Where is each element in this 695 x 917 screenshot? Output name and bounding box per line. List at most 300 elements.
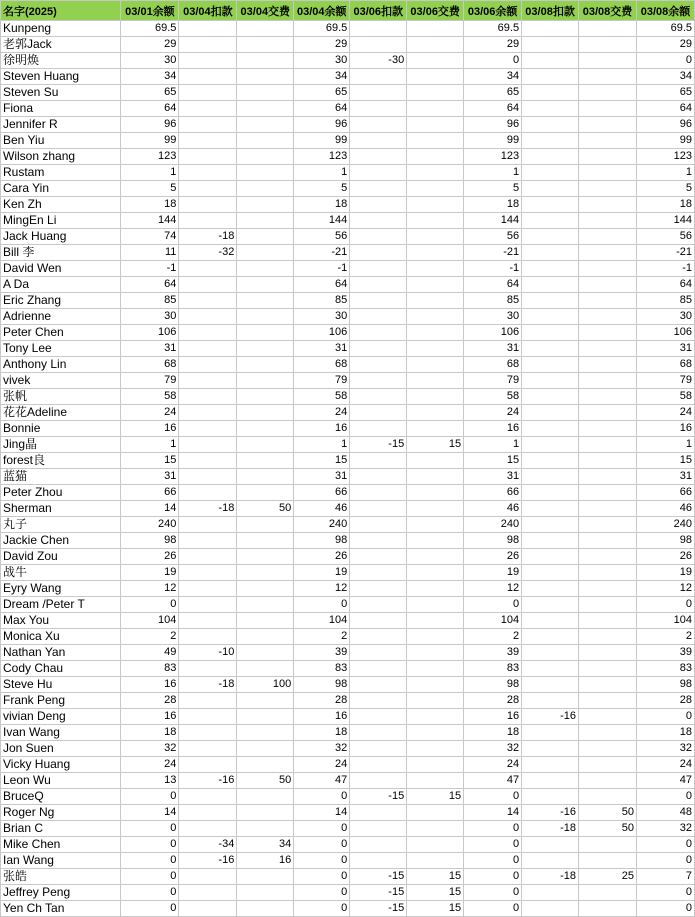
value-cell[interactable]: 0	[294, 885, 350, 901]
column-header[interactable]: 03/04扣款	[179, 1, 237, 21]
value-cell[interactable]: 106	[464, 325, 522, 341]
value-cell[interactable]	[237, 869, 294, 885]
value-cell[interactable]: 15	[407, 869, 464, 885]
value-cell[interactable]	[407, 421, 464, 437]
value-cell[interactable]	[579, 581, 637, 597]
value-cell[interactable]: 64	[636, 277, 694, 293]
value-cell[interactable]: 30	[636, 309, 694, 325]
value-cell[interactable]	[407, 37, 464, 53]
value-cell[interactable]	[407, 21, 464, 37]
value-cell[interactable]: -1	[464, 261, 522, 277]
value-cell[interactable]	[579, 357, 637, 373]
value-cell[interactable]: -16	[522, 805, 579, 821]
name-cell[interactable]: Wilson zhang	[1, 149, 121, 165]
value-cell[interactable]	[407, 309, 464, 325]
value-cell[interactable]: 18	[636, 197, 694, 213]
value-cell[interactable]	[522, 693, 579, 709]
value-cell[interactable]	[407, 693, 464, 709]
value-cell[interactable]	[179, 565, 237, 581]
value-cell[interactable]: 100	[237, 677, 294, 693]
value-cell[interactable]	[350, 261, 407, 277]
value-cell[interactable]: -34	[179, 837, 237, 853]
value-cell[interactable]: 69.5	[121, 21, 179, 37]
value-cell[interactable]: 5	[636, 181, 694, 197]
value-cell[interactable]	[179, 629, 237, 645]
name-cell[interactable]: Bill 李	[1, 245, 121, 261]
value-cell[interactable]: 0	[121, 885, 179, 901]
name-cell[interactable]: Steve Hu	[1, 677, 121, 693]
name-cell[interactable]: Tony Lee	[1, 341, 121, 357]
value-cell[interactable]	[407, 293, 464, 309]
value-cell[interactable]: -1	[294, 261, 350, 277]
value-cell[interactable]	[522, 517, 579, 533]
value-cell[interactable]: 39	[464, 645, 522, 661]
value-cell[interactable]	[522, 341, 579, 357]
value-cell[interactable]	[179, 757, 237, 773]
value-cell[interactable]: 50	[579, 805, 637, 821]
value-cell[interactable]: 65	[464, 85, 522, 101]
name-cell[interactable]: Rustam	[1, 165, 121, 181]
value-cell[interactable]	[407, 533, 464, 549]
name-cell[interactable]: Steven Huang	[1, 69, 121, 85]
value-cell[interactable]: -18	[179, 229, 237, 245]
name-cell[interactable]: Jing晶	[1, 437, 121, 453]
value-cell[interactable]	[522, 741, 579, 757]
value-cell[interactable]	[522, 533, 579, 549]
value-cell[interactable]: 0	[294, 901, 350, 917]
value-cell[interactable]	[579, 885, 637, 901]
value-cell[interactable]: 0	[294, 789, 350, 805]
value-cell[interactable]	[407, 85, 464, 101]
value-cell[interactable]: 24	[294, 757, 350, 773]
value-cell[interactable]	[350, 117, 407, 133]
value-cell[interactable]: 144	[121, 213, 179, 229]
value-cell[interactable]: 2	[636, 629, 694, 645]
value-cell[interactable]	[237, 789, 294, 805]
value-cell[interactable]: 39	[294, 645, 350, 661]
value-cell[interactable]: 26	[294, 549, 350, 565]
value-cell[interactable]	[522, 213, 579, 229]
value-cell[interactable]	[407, 725, 464, 741]
value-cell[interactable]	[179, 261, 237, 277]
value-cell[interactable]	[579, 725, 637, 741]
value-cell[interactable]	[237, 309, 294, 325]
value-cell[interactable]	[522, 101, 579, 117]
value-cell[interactable]	[579, 773, 637, 789]
value-cell[interactable]	[407, 773, 464, 789]
value-cell[interactable]: 104	[294, 613, 350, 629]
value-cell[interactable]: 28	[121, 693, 179, 709]
value-cell[interactable]: 0	[464, 789, 522, 805]
value-cell[interactable]: 32	[121, 741, 179, 757]
value-cell[interactable]	[522, 405, 579, 421]
value-cell[interactable]	[522, 149, 579, 165]
name-cell[interactable]: A Da	[1, 277, 121, 293]
value-cell[interactable]: 29	[636, 37, 694, 53]
value-cell[interactable]	[522, 757, 579, 773]
value-cell[interactable]	[179, 517, 237, 533]
value-cell[interactable]	[407, 229, 464, 245]
value-cell[interactable]	[350, 821, 407, 837]
value-cell[interactable]	[179, 741, 237, 757]
name-cell[interactable]: Bonnie	[1, 421, 121, 437]
value-cell[interactable]	[522, 421, 579, 437]
value-cell[interactable]	[407, 69, 464, 85]
value-cell[interactable]	[522, 885, 579, 901]
value-cell[interactable]: -1	[636, 261, 694, 277]
value-cell[interactable]	[407, 453, 464, 469]
name-cell[interactable]: Nathan Yan	[1, 645, 121, 661]
value-cell[interactable]	[237, 373, 294, 389]
value-cell[interactable]	[350, 533, 407, 549]
value-cell[interactable]	[350, 773, 407, 789]
value-cell[interactable]: 0	[121, 869, 179, 885]
value-cell[interactable]: 46	[636, 501, 694, 517]
value-cell[interactable]: 79	[294, 373, 350, 389]
value-cell[interactable]	[579, 549, 637, 565]
value-cell[interactable]: 1	[464, 437, 522, 453]
value-cell[interactable]	[522, 197, 579, 213]
value-cell[interactable]	[522, 613, 579, 629]
value-cell[interactable]	[179, 805, 237, 821]
value-cell[interactable]	[179, 149, 237, 165]
name-cell[interactable]: vivian Deng	[1, 709, 121, 725]
value-cell[interactable]: 58	[636, 389, 694, 405]
value-cell[interactable]	[237, 405, 294, 421]
value-cell[interactable]: 240	[121, 517, 179, 533]
value-cell[interactable]: 18	[636, 725, 694, 741]
value-cell[interactable]	[350, 677, 407, 693]
value-cell[interactable]: -18	[179, 677, 237, 693]
value-cell[interactable]: 0	[636, 837, 694, 853]
value-cell[interactable]: 29	[294, 37, 350, 53]
value-cell[interactable]: 28	[464, 693, 522, 709]
value-cell[interactable]	[407, 709, 464, 725]
name-cell[interactable]: vivek	[1, 373, 121, 389]
value-cell[interactable]: 123	[464, 149, 522, 165]
value-cell[interactable]	[579, 453, 637, 469]
value-cell[interactable]: 64	[121, 101, 179, 117]
value-cell[interactable]: 34	[464, 69, 522, 85]
value-cell[interactable]	[579, 197, 637, 213]
value-cell[interactable]: 98	[294, 533, 350, 549]
column-header[interactable]: 03/08扣款	[522, 1, 579, 21]
value-cell[interactable]: 26	[636, 549, 694, 565]
value-cell[interactable]: 0	[121, 597, 179, 613]
value-cell[interactable]: 0	[636, 885, 694, 901]
value-cell[interactable]	[350, 229, 407, 245]
value-cell[interactable]: 34	[121, 69, 179, 85]
value-cell[interactable]	[407, 565, 464, 581]
value-cell[interactable]: 31	[464, 469, 522, 485]
value-cell[interactable]: 39	[636, 645, 694, 661]
value-cell[interactable]	[350, 405, 407, 421]
value-cell[interactable]	[407, 581, 464, 597]
value-cell[interactable]	[407, 549, 464, 565]
value-cell[interactable]: 15	[407, 885, 464, 901]
value-cell[interactable]: -15	[350, 437, 407, 453]
value-cell[interactable]	[237, 437, 294, 453]
value-cell[interactable]: 0	[636, 597, 694, 613]
value-cell[interactable]	[407, 501, 464, 517]
value-cell[interactable]: 2	[121, 629, 179, 645]
value-cell[interactable]: 15	[407, 789, 464, 805]
value-cell[interactable]	[522, 453, 579, 469]
value-cell[interactable]: 18	[294, 725, 350, 741]
value-cell[interactable]	[407, 341, 464, 357]
value-cell[interactable]: 49	[121, 645, 179, 661]
value-cell[interactable]	[350, 597, 407, 613]
name-cell[interactable]: Ben Yiu	[1, 133, 121, 149]
value-cell[interactable]: 58	[464, 389, 522, 405]
value-cell[interactable]	[350, 853, 407, 869]
value-cell[interactable]	[179, 789, 237, 805]
value-cell[interactable]	[407, 245, 464, 261]
value-cell[interactable]	[350, 501, 407, 517]
value-cell[interactable]: 0	[464, 837, 522, 853]
value-cell[interactable]: 18	[121, 197, 179, 213]
value-cell[interactable]: 66	[121, 485, 179, 501]
name-cell[interactable]: Eric Zhang	[1, 293, 121, 309]
value-cell[interactable]	[522, 725, 579, 741]
value-cell[interactable]: 24	[121, 757, 179, 773]
value-cell[interactable]: 0	[294, 869, 350, 885]
value-cell[interactable]: 15	[294, 453, 350, 469]
value-cell[interactable]: 47	[636, 773, 694, 789]
value-cell[interactable]: 0	[636, 853, 694, 869]
value-cell[interactable]	[522, 69, 579, 85]
value-cell[interactable]	[579, 325, 637, 341]
value-cell[interactable]: 65	[121, 85, 179, 101]
value-cell[interactable]: 68	[121, 357, 179, 373]
value-cell[interactable]	[237, 629, 294, 645]
value-cell[interactable]: 0	[121, 789, 179, 805]
value-cell[interactable]	[407, 197, 464, 213]
value-cell[interactable]: 0	[121, 821, 179, 837]
value-cell[interactable]	[522, 325, 579, 341]
value-cell[interactable]: 99	[636, 133, 694, 149]
value-cell[interactable]	[407, 613, 464, 629]
value-cell[interactable]	[350, 373, 407, 389]
name-cell[interactable]: Peter Chen	[1, 325, 121, 341]
value-cell[interactable]	[179, 293, 237, 309]
name-cell[interactable]: Ivan Wang	[1, 725, 121, 741]
value-cell[interactable]	[522, 21, 579, 37]
value-cell[interactable]: 83	[294, 661, 350, 677]
name-cell[interactable]: Eyry Wang	[1, 581, 121, 597]
value-cell[interactable]	[179, 549, 237, 565]
value-cell[interactable]	[350, 645, 407, 661]
value-cell[interactable]: 32	[636, 741, 694, 757]
value-cell[interactable]	[350, 325, 407, 341]
value-cell[interactable]	[407, 53, 464, 69]
value-cell[interactable]	[350, 165, 407, 181]
value-cell[interactable]	[237, 229, 294, 245]
value-cell[interactable]: 68	[294, 357, 350, 373]
value-cell[interactable]: 16	[121, 421, 179, 437]
value-cell[interactable]: -18	[179, 501, 237, 517]
value-cell[interactable]: 240	[464, 517, 522, 533]
value-cell[interactable]	[179, 469, 237, 485]
value-cell[interactable]	[179, 53, 237, 69]
value-cell[interactable]: 16	[121, 677, 179, 693]
column-header[interactable]: 03/08交费	[579, 1, 637, 21]
value-cell[interactable]: 50	[579, 821, 637, 837]
value-cell[interactable]	[522, 645, 579, 661]
value-cell[interactable]: 96	[294, 117, 350, 133]
value-cell[interactable]: 7	[636, 869, 694, 885]
value-cell[interactable]	[522, 581, 579, 597]
value-cell[interactable]	[579, 837, 637, 853]
value-cell[interactable]	[579, 341, 637, 357]
value-cell[interactable]: 30	[121, 309, 179, 325]
value-cell[interactable]: 69.5	[464, 21, 522, 37]
value-cell[interactable]	[237, 133, 294, 149]
value-cell[interactable]: 31	[294, 341, 350, 357]
value-cell[interactable]: 85	[121, 293, 179, 309]
name-cell[interactable]: Dream /Peter T	[1, 597, 121, 613]
value-cell[interactable]	[237, 165, 294, 181]
value-cell[interactable]	[350, 549, 407, 565]
value-cell[interactable]	[579, 853, 637, 869]
value-cell[interactable]	[522, 309, 579, 325]
value-cell[interactable]	[522, 677, 579, 693]
value-cell[interactable]: 24	[636, 757, 694, 773]
value-cell[interactable]	[407, 277, 464, 293]
value-cell[interactable]: 31	[636, 469, 694, 485]
value-cell[interactable]: 15	[636, 453, 694, 469]
value-cell[interactable]	[407, 485, 464, 501]
value-cell[interactable]: 30	[121, 53, 179, 69]
value-cell[interactable]	[579, 213, 637, 229]
value-cell[interactable]	[522, 53, 579, 69]
value-cell[interactable]	[579, 53, 637, 69]
name-cell[interactable]: BruceQ	[1, 789, 121, 805]
value-cell[interactable]	[579, 69, 637, 85]
value-cell[interactable]	[237, 117, 294, 133]
value-cell[interactable]: 14	[294, 805, 350, 821]
value-cell[interactable]	[179, 357, 237, 373]
value-cell[interactable]	[579, 693, 637, 709]
value-cell[interactable]: 83	[121, 661, 179, 677]
value-cell[interactable]: 83	[464, 661, 522, 677]
name-cell[interactable]: 徐明焕	[1, 53, 121, 69]
column-header[interactable]: 03/04交费	[237, 1, 294, 21]
value-cell[interactable]: 85	[294, 293, 350, 309]
value-cell[interactable]: -21	[294, 245, 350, 261]
value-cell[interactable]	[579, 389, 637, 405]
value-cell[interactable]	[579, 437, 637, 453]
value-cell[interactable]	[179, 325, 237, 341]
value-cell[interactable]	[237, 277, 294, 293]
name-cell[interactable]: Vicky Huang	[1, 757, 121, 773]
value-cell[interactable]: 0	[636, 53, 694, 69]
value-cell[interactable]: 0	[121, 901, 179, 917]
value-cell[interactable]: 26	[464, 549, 522, 565]
value-cell[interactable]	[350, 293, 407, 309]
value-cell[interactable]	[522, 389, 579, 405]
value-cell[interactable]: 104	[636, 613, 694, 629]
value-cell[interactable]	[350, 245, 407, 261]
value-cell[interactable]: 64	[294, 277, 350, 293]
value-cell[interactable]: 64	[294, 101, 350, 117]
value-cell[interactable]	[407, 469, 464, 485]
value-cell[interactable]	[522, 469, 579, 485]
value-cell[interactable]	[407, 677, 464, 693]
value-cell[interactable]	[179, 341, 237, 357]
column-header[interactable]: 03/06余额	[464, 1, 522, 21]
value-cell[interactable]: 85	[636, 293, 694, 309]
value-cell[interactable]	[522, 357, 579, 373]
value-cell[interactable]: 98	[464, 533, 522, 549]
value-cell[interactable]	[579, 613, 637, 629]
value-cell[interactable]	[407, 853, 464, 869]
value-cell[interactable]: -15	[350, 901, 407, 917]
value-cell[interactable]: 47	[464, 773, 522, 789]
value-cell[interactable]	[179, 581, 237, 597]
value-cell[interactable]	[350, 741, 407, 757]
value-cell[interactable]: 58	[294, 389, 350, 405]
value-cell[interactable]: 106	[121, 325, 179, 341]
value-cell[interactable]: 0	[294, 837, 350, 853]
value-cell[interactable]	[179, 21, 237, 37]
value-cell[interactable]: -18	[522, 821, 579, 837]
value-cell[interactable]	[522, 85, 579, 101]
value-cell[interactable]	[237, 805, 294, 821]
value-cell[interactable]	[237, 69, 294, 85]
value-cell[interactable]	[579, 101, 637, 117]
value-cell[interactable]	[579, 181, 637, 197]
value-cell[interactable]	[579, 117, 637, 133]
value-cell[interactable]: 34	[294, 69, 350, 85]
value-cell[interactable]: -16	[179, 853, 237, 869]
name-cell[interactable]: Jennifer R	[1, 117, 121, 133]
value-cell[interactable]: 106	[294, 325, 350, 341]
value-cell[interactable]: -16	[179, 773, 237, 789]
value-cell[interactable]	[350, 517, 407, 533]
value-cell[interactable]	[237, 693, 294, 709]
value-cell[interactable]: 26	[121, 549, 179, 565]
value-cell[interactable]: -32	[179, 245, 237, 261]
value-cell[interactable]: 34	[636, 69, 694, 85]
value-cell[interactable]	[350, 85, 407, 101]
value-cell[interactable]	[350, 101, 407, 117]
value-cell[interactable]	[579, 661, 637, 677]
value-cell[interactable]	[179, 421, 237, 437]
value-cell[interactable]: 16	[237, 853, 294, 869]
value-cell[interactable]	[407, 741, 464, 757]
value-cell[interactable]	[237, 885, 294, 901]
value-cell[interactable]	[407, 645, 464, 661]
value-cell[interactable]: 50	[237, 773, 294, 789]
value-cell[interactable]	[237, 725, 294, 741]
value-cell[interactable]: 64	[464, 277, 522, 293]
value-cell[interactable]	[179, 213, 237, 229]
value-cell[interactable]: 18	[464, 197, 522, 213]
value-cell[interactable]	[237, 453, 294, 469]
value-cell[interactable]	[179, 181, 237, 197]
value-cell[interactable]: 69.5	[636, 21, 694, 37]
value-cell[interactable]: 48	[636, 805, 694, 821]
value-cell[interactable]	[579, 533, 637, 549]
value-cell[interactable]: 123	[294, 149, 350, 165]
value-cell[interactable]: 0	[464, 821, 522, 837]
value-cell[interactable]	[179, 725, 237, 741]
value-cell[interactable]	[522, 437, 579, 453]
value-cell[interactable]	[522, 565, 579, 581]
value-cell[interactable]	[579, 629, 637, 645]
value-cell[interactable]: 46	[294, 501, 350, 517]
